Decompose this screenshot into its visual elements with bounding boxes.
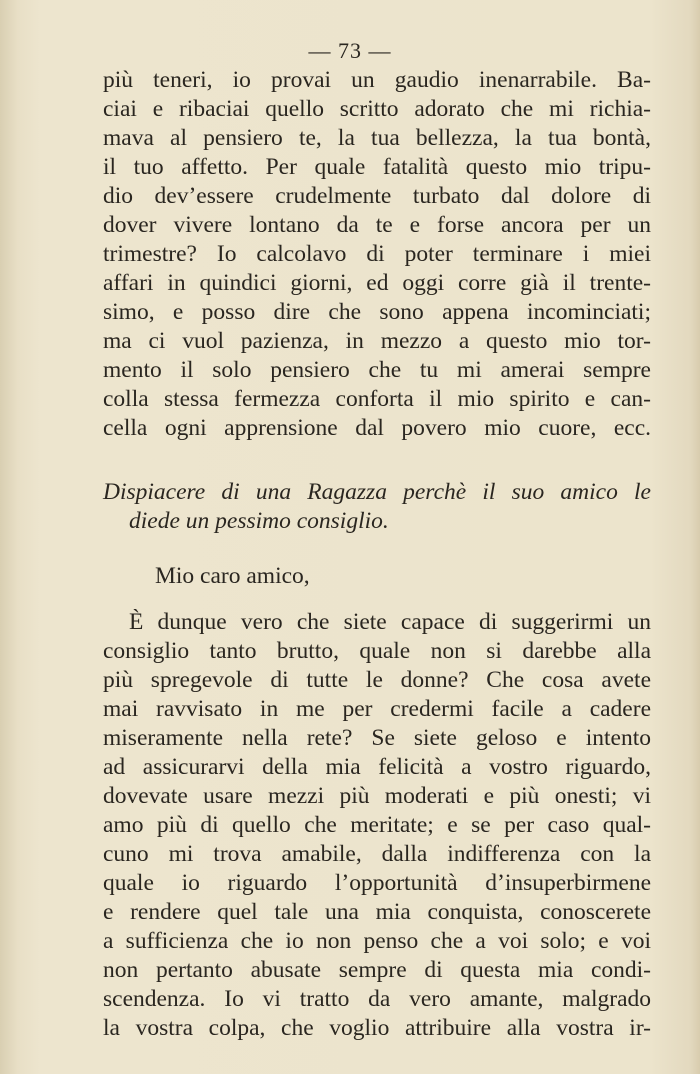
text-line: trimestre? Io calcolavo di poter terminare i miei xyxy=(103,241,651,267)
text-line: mento il solo pensiero che tu mi amerai sempre xyxy=(103,357,651,383)
text-line: ma ci vuol pazienza, in mezzo a questo mio tor- xyxy=(103,328,651,354)
text-line: la vostra colpa, che voglio attribuire alla vostra ir- xyxy=(103,1015,651,1041)
text-line: dio dev’essere crudelmente turbato dal dolore di xyxy=(103,183,651,209)
text-line: colla stessa fermezza conforta il mio spirito e can- xyxy=(103,386,651,412)
text-line: più spregevole di tutte le donne? Che cosa avete xyxy=(103,667,651,693)
text-line: non pertanto abusate sempre di questa mia condi- xyxy=(103,957,651,983)
text-line: amo più di quello che meritate; e se per caso qual- xyxy=(103,812,651,838)
text-line: È dunque vero che siete capace di suggerirmi un xyxy=(129,609,651,635)
text-line: cella ogni apprensione dal povero mio cuore, ecc. xyxy=(103,415,651,441)
text-line: miseramente nella rete? Se siete geloso e intento xyxy=(103,725,651,751)
heading-line: diede un pessimo consiglio. xyxy=(129,508,389,534)
text-line: affari in quindici giorni, ed oggi corre già il trente- xyxy=(103,270,651,296)
text-line: quale io riguardo l’opportunità d’insuperbirmene xyxy=(103,870,651,896)
text-line: simo, e posso dire che sono appena incominciati; xyxy=(103,299,651,325)
text-line: mava al pensiero te, la tua bellezza, la tua bontà, xyxy=(103,125,651,151)
salutation: Mio caro amico, xyxy=(155,563,310,589)
text-line: dovevate usare mezzi più moderati e più onesti; vi xyxy=(103,783,651,809)
text-line: il tuo affetto. Per quale fatalità questo mio tripu- xyxy=(103,154,651,180)
text-line: consiglio tanto brutto, quale non si darebbe alla xyxy=(103,638,651,664)
paragraph-letter-body xyxy=(103,608,651,1043)
text-line: ad assicurarvi della mia felicità a vostro riguardo, xyxy=(103,754,651,780)
heading-line: Dispiacere di una Ragazza perchè il suo amico le xyxy=(103,479,651,505)
text-line: cuno mi trova amabile, dalla indifferenza con la xyxy=(103,841,651,867)
page-number: — 73 — xyxy=(308,38,392,63)
text-line: e rendere quel tale una mia conquista, conoscerete xyxy=(103,899,651,925)
text-line: mai ravvisato in me per credermi facile a cadere xyxy=(103,696,651,722)
text-line: ciai e ribaciai quello scritto adorato che mi richia- xyxy=(103,96,651,122)
text-line: più teneri, io provai un gaudio inenarrabile. Ba- xyxy=(103,67,651,93)
text-line: scendenza. Io vi tratto da vero amante, malgrado xyxy=(103,986,651,1012)
letter-heading xyxy=(103,478,651,536)
text-line: a sufficienza che io non penso che a voi solo; e voi xyxy=(103,928,651,954)
text-line: dover vivere lontano da te e forse ancora per un xyxy=(103,212,651,238)
paragraph-letter-ending xyxy=(103,66,651,443)
